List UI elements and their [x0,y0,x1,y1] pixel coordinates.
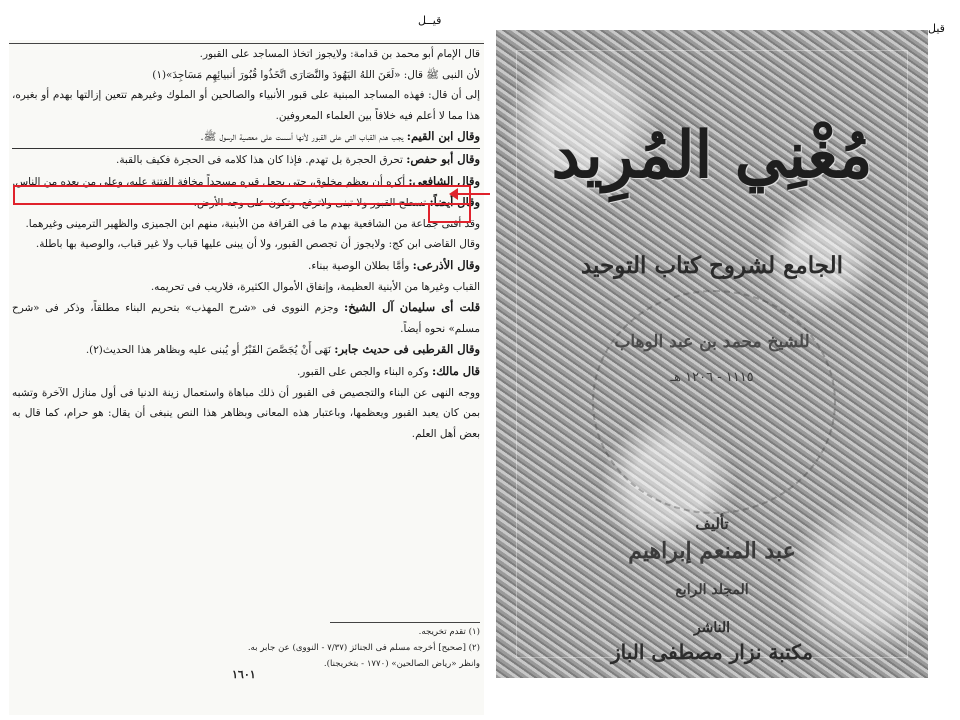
paragraph: ووجه النهى عن البناء والتجصيص فى القبور أن ذلك مباهاة واستعمال زينة الدنيا فى أول منازل الآخرة وتشبه بمن كان يعبد القبور ويعظمها، وباعتبار هذه المعانى وبظاهر هذا النص ينبغى أن يقال: هو حرام، كما قال به بعض أهل العلم. [12,386,480,440]
speaker: وقال القرطبى فى حديث جابر: [334,342,480,357]
paragraph: لأن النبى ﷺ قال: «لَعَنَ اللهُ اليَهُودَ والنَّصَارَى اتَّخَذُوا قُبُورَ أنبيائِهِم مَسَاجِدَ»(١) [152,68,480,81]
speaker: وقال ابن القيم: [406,129,480,144]
top-label-right: قيل [928,22,945,35]
cover-publisher: مكتبة نزار مصطفى الباز [611,640,813,664]
cover-title: مُغْنِي المُرِيد [551,118,873,193]
page-number: ١٦٠١ [232,668,256,681]
quote: نَهَى أَنْ يُجَصَّصَ القَبْرُ أو يُبنى عليه وبظاهر هذا الحديث(٢). [85,344,331,357]
paragraph: قال الإمام أبو محمد بن قدامة: ولايجوز اتخاذ المساجد على القبور. [199,48,480,60]
cover-volume: المجلد الرابع [675,582,749,598]
paragraph-abu-hafs [12,149,480,171]
quote: وكره البناء والجص على القبور. [297,365,429,378]
footnote: (١) تقدم تخريجه. [418,627,480,637]
paragraph: إلى أن قال: فهذه المساجد المبنية على قبور الأنبياء والصالحين أو الملوك وغيرهم تتعين إزالتها بهدم أو بغيره، هذا مما لا أعلم فيه خلافاً بين العلماء المعروفين. [12,89,480,122]
highlight-box [13,185,471,205]
footnote: وانظر «رياض الصالحين» (١٧٧٠ - بتخريجنا). [323,659,480,669]
quote: وأمَّا بطلان الوصية ببناء. [308,259,410,272]
speaker: وقال الشافعى: [408,173,480,188]
speaker: قال مالك: [431,363,480,378]
quote: أكره أن يعظم مخلوق، حتى يجعل قبره مسجداً مخافة الفتنة عليه، وعلى من بعده من الناس. [12,175,406,188]
cover-author: عبد المنعم إبراهيم [628,538,796,564]
cover-authored-by-label: تأليف [695,515,729,533]
paragraph: القباب وغيرها من الأبنية العظيمة، وإنفاق الأموال الكثيرة، فلاريب فى تحريمه. [150,280,480,293]
book-cover [496,30,928,678]
quote: يجب هدم القباب التى على القبور لأنها أسست على معصية الرسول ﷺ. [200,131,404,144]
paragraph [12,255,480,277]
footnote: (٢) [صحيح] أخرجه مسلم فى الجنائز (٧/٣٧ - النووى) عن جابر به. [247,643,480,653]
paragraph-ibn-qayyim [12,126,480,149]
top-label-left: قيــل [418,14,442,27]
speaker: قلت أى سليمان آل الشيخ: [344,300,481,315]
quote: تسطح القبور ولا تبنى ولاترفع، وتكون على وجه الأرض. [193,197,427,210]
page-body-text [12,44,480,444]
paragraph: وقال القاضى ابن كج: ولايجوز أن تجصص القبور، ولا أن يبنى عليها قباب ولا غير قباب، والوصية بها باطلة. [35,238,480,251]
quote: وجزم النووى فى «شرح المهذب» بتحريم البناء مطلقاً، وذكر فى «شرح مسلم» نحوه أيضاً. [12,302,480,335]
speaker: وقال أيضاً: [429,195,480,210]
footnotes [14,624,480,672]
quote: تحرق الحجرة بل تهدم. فإذا كان هذا كلامه فى الحجرة فكيف بالقبة. [116,153,403,166]
cover-years: ١١١٥ - ١٢٠٦ هـ [670,370,754,385]
annotation-arrow-icon [449,188,458,200]
cover-publisher-label: الناشر [693,620,731,636]
ornament-medallion-icon [592,290,836,514]
paragraph [12,339,480,361]
cover-subtitle: الجامع لشروح كتاب التوحيد [580,252,843,279]
paragraph [12,361,480,383]
speaker: وقال الأذرعى: [412,257,480,272]
speaker: وقال أبو حفص: [406,151,480,166]
cover-sheikh-line: للشيخ محمد بن عبد الوهاب [614,332,810,352]
footnote-rule [330,622,480,623]
paragraph [12,297,480,339]
paragraph: وقد أفتى جماعة من الشافعية بهدم ما فى القرافة من الأبنية، منهم ابن الجميزى والظهير الترمينى وغيرهما. [25,217,480,230]
highlight-box-tail [428,203,471,223]
